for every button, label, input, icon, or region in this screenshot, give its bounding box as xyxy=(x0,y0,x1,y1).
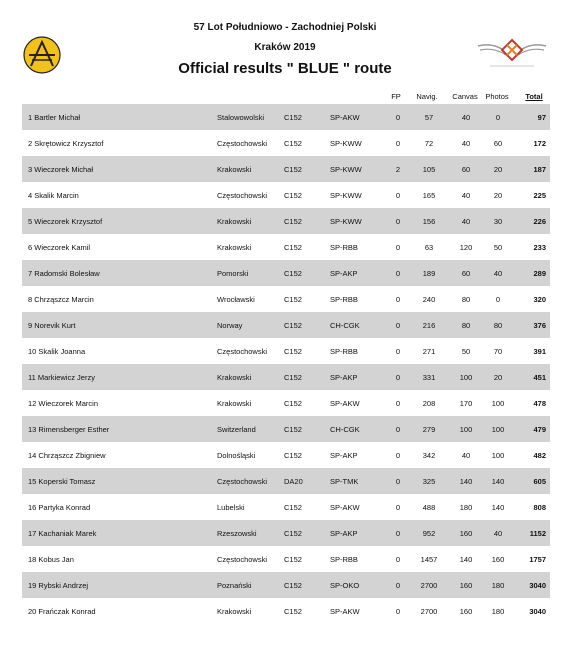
aircraft-type: C152 xyxy=(284,113,302,122)
photos-score: 100 xyxy=(491,399,505,408)
total-score: 391 xyxy=(533,347,546,356)
photos-score: 60 xyxy=(493,139,503,148)
navigation-score: 331 xyxy=(422,373,436,382)
fp-score: 0 xyxy=(395,269,401,278)
aircraft-registration: SP-KWW xyxy=(330,139,362,148)
result-row xyxy=(22,520,550,546)
aircraft-registration: SP-AKP xyxy=(330,529,358,538)
aircraft-registration: SP-TMK xyxy=(330,477,359,486)
result-row xyxy=(22,156,550,182)
navigation-score: 216 xyxy=(422,321,436,330)
aircraft-registration: SP-AKP xyxy=(330,269,358,278)
navigation-score: 105 xyxy=(422,165,436,174)
participant-name: 20 Frańczak Konrad xyxy=(28,607,96,616)
club-name: Dolnośląski xyxy=(217,451,256,460)
aircraft-registration: SP-RBB xyxy=(330,243,358,252)
total-score: 376 xyxy=(533,321,546,330)
fp-score: 0 xyxy=(395,347,401,356)
photos-score: 140 xyxy=(491,477,505,486)
fp-score: 0 xyxy=(395,581,401,590)
navigation-score: 2700 xyxy=(420,581,438,590)
canvas-score: 40 xyxy=(461,113,471,122)
canvas-score: 80 xyxy=(461,321,471,330)
aircraft-registration: SP-AKW xyxy=(330,607,360,616)
navigation-score: 63 xyxy=(424,243,434,252)
col-header-total: Total xyxy=(525,92,543,101)
canvas-score: 120 xyxy=(459,243,473,252)
aircraft-registration: SP-KWW xyxy=(330,191,362,200)
total-score: 233 xyxy=(533,243,546,252)
participant-name: 5 Wieczorek Krzysztof xyxy=(28,217,103,226)
aircraft-type: C152 xyxy=(284,217,302,226)
aircraft-type: C152 xyxy=(284,139,302,148)
total-score: 451 xyxy=(533,373,546,382)
navigation-score: 208 xyxy=(422,399,436,408)
participant-name: 14 Chrząszcz Zbigniew xyxy=(28,451,106,460)
club-name: Stalowowolski xyxy=(217,113,265,122)
navigation-score: 279 xyxy=(422,425,436,434)
aircraft-type: C152 xyxy=(284,503,302,512)
aircraft-type: C152 xyxy=(284,555,302,564)
club-name: Switzerland xyxy=(217,425,256,434)
total-score: 289 xyxy=(533,269,546,278)
aircraft-registration: SP-AKW xyxy=(330,399,360,408)
club-name: Krakowski xyxy=(217,243,252,252)
participant-name: 16 Partyka Konrad xyxy=(28,503,91,512)
canvas-score: 160 xyxy=(459,607,473,616)
result-row xyxy=(22,312,550,338)
canvas-score: 100 xyxy=(459,373,473,382)
total-score: 479 xyxy=(533,425,546,434)
aircraft-type: C152 xyxy=(284,321,302,330)
canvas-score: 40 xyxy=(461,139,471,148)
fp-score: 0 xyxy=(395,399,401,408)
photos-score: 100 xyxy=(491,425,505,434)
result-row xyxy=(22,598,550,624)
aircraft-registration: SP-RBB xyxy=(330,555,358,564)
photos-score: 100 xyxy=(491,451,505,460)
total-score: 482 xyxy=(533,451,546,460)
navigation-score: 156 xyxy=(422,217,436,226)
navigation-score: 165 xyxy=(422,191,436,200)
navigation-score: 342 xyxy=(422,451,436,460)
fp-score: 0 xyxy=(395,555,401,564)
col-header-photos: Photos xyxy=(485,92,509,101)
total-score: 226 xyxy=(533,217,546,226)
canvas-score: 80 xyxy=(461,295,471,304)
participant-name: 9 Norevik Kurt xyxy=(28,321,76,330)
fp-score: 0 xyxy=(395,295,401,304)
participant-name: 6 Wieczorek Kamil xyxy=(28,243,91,252)
navigation-score: 271 xyxy=(422,347,436,356)
result-row xyxy=(22,208,550,234)
participant-name: 3 Wieczorek Michał xyxy=(28,165,94,174)
photos-score: 20 xyxy=(493,373,503,382)
fp-score: 0 xyxy=(395,243,401,252)
aircraft-type: C152 xyxy=(284,373,302,382)
col-header-canvas: Canvas xyxy=(452,92,478,101)
fp-score: 0 xyxy=(395,191,401,200)
photos-score: 0 xyxy=(495,113,501,122)
event-title: 57 Lot Południowo - Zachodniej Polski xyxy=(193,22,377,33)
photos-score: 20 xyxy=(493,191,503,200)
result-row xyxy=(22,442,550,468)
photos-score: 0 xyxy=(495,295,501,304)
club-name: Częstochowski xyxy=(217,139,268,148)
participant-name: 19 Rybski Andrzej xyxy=(28,581,89,590)
participant-name: 15 Koperski Tomasz xyxy=(28,477,96,486)
canvas-score: 100 xyxy=(459,425,473,434)
total-score: 187 xyxy=(533,165,546,174)
club-name: Krakowski xyxy=(217,399,252,408)
place-year: Kraków 2019 xyxy=(254,42,316,53)
total-score: 3040 xyxy=(529,581,546,590)
aircraft-registration: SP-AKW xyxy=(330,113,360,122)
club-name: Lubelski xyxy=(217,503,245,512)
aircraft-type: C152 xyxy=(284,607,302,616)
canvas-score: 160 xyxy=(459,581,473,590)
aircraft-registration: CH-CGK xyxy=(330,425,360,434)
total-score: 605 xyxy=(533,477,546,486)
aircraft-registration: SP-AKP xyxy=(330,373,358,382)
aircraft-registration: SP-RBB xyxy=(330,347,358,356)
club-name: Wrocławski xyxy=(217,295,255,304)
total-score: 225 xyxy=(533,191,546,200)
aircraft-type: C152 xyxy=(284,399,302,408)
canvas-score: 40 xyxy=(461,217,471,226)
fp-score: 0 xyxy=(395,529,401,538)
participant-name: 10 Skalik Joanna xyxy=(28,347,86,356)
result-row xyxy=(22,286,550,312)
aircraft-type: C152 xyxy=(284,425,302,434)
page-title: Official results " BLUE " route xyxy=(178,60,392,77)
aircraft-type: C152 xyxy=(284,191,302,200)
canvas-score: 40 xyxy=(461,451,471,460)
navigation-score: 2700 xyxy=(420,607,438,616)
aircraft-type: C152 xyxy=(284,243,302,252)
total-score: 97 xyxy=(537,113,546,122)
photos-score: 30 xyxy=(493,217,503,226)
result-row xyxy=(22,416,550,442)
aircraft-registration: SP-RBB xyxy=(330,295,358,304)
result-row xyxy=(22,338,550,364)
photos-score: 180 xyxy=(491,581,505,590)
result-row xyxy=(22,130,550,156)
results-header xyxy=(0,0,570,90)
total-score: 172 xyxy=(533,139,546,148)
club-name: Częstochowski xyxy=(217,347,268,356)
result-row xyxy=(22,364,550,390)
canvas-score: 50 xyxy=(461,347,471,356)
aircraft-registration: SP-KWW xyxy=(330,165,362,174)
club-name: Pomorski xyxy=(217,269,249,278)
navigation-score: 240 xyxy=(422,295,436,304)
participant-name: 11 Markiewicz Jerzy xyxy=(28,373,95,382)
aircraft-registration: SP-AKW xyxy=(330,503,360,512)
canvas-score: 180 xyxy=(459,503,473,512)
fp-score: 0 xyxy=(395,321,401,330)
participant-name: 4 Skalik Marcin xyxy=(28,191,79,200)
canvas-score: 160 xyxy=(459,529,473,538)
participant-name: 17 Kachaniak Marek xyxy=(28,529,97,538)
canvas-score: 140 xyxy=(459,555,473,564)
club-name: Norway xyxy=(217,321,243,330)
total-score: 1757 xyxy=(529,555,546,564)
total-score: 808 xyxy=(533,503,546,512)
fp-score: 0 xyxy=(395,607,401,616)
aircraft-registration: SP-AKP xyxy=(330,451,358,460)
club-logo-left xyxy=(23,36,61,74)
photos-score: 160 xyxy=(491,555,505,564)
navigation-score: 952 xyxy=(422,529,436,538)
photos-score: 50 xyxy=(493,243,503,252)
participant-name: 1 Bartler Michał xyxy=(28,113,81,122)
fp-score: 0 xyxy=(395,425,401,434)
aircraft-registration: CH-CGK xyxy=(330,321,360,330)
canvas-score: 60 xyxy=(461,165,471,174)
navigation-score: 1457 xyxy=(420,555,438,564)
club-name: Rzeszowski xyxy=(217,529,257,538)
photos-score: 80 xyxy=(493,321,503,330)
col-header-navig: Navig. xyxy=(416,92,438,101)
club-name: Krakowski xyxy=(217,217,252,226)
fp-score: 0 xyxy=(395,139,401,148)
total-score: 320 xyxy=(533,295,546,304)
result-row xyxy=(22,182,550,208)
navigation-score: 57 xyxy=(424,113,434,122)
aircraft-type: C152 xyxy=(284,581,302,590)
fp-score: 2 xyxy=(395,165,401,174)
navigation-score: 325 xyxy=(422,477,436,486)
aircraft-type: C152 xyxy=(284,451,302,460)
canvas-score: 170 xyxy=(459,399,473,408)
navigation-score: 72 xyxy=(424,139,434,148)
col-header-fp: FP xyxy=(391,92,401,101)
result-row xyxy=(22,104,550,130)
aircraft-registration: SP-OKO xyxy=(330,581,360,590)
total-score: 478 xyxy=(533,399,546,408)
photos-score: 40 xyxy=(493,269,503,278)
total-score: 1152 xyxy=(529,529,546,538)
participant-name: 13 Rimensberger Esther xyxy=(28,425,110,434)
aeroklub-krakowski-logo xyxy=(476,36,548,72)
club-name: Krakowski xyxy=(217,165,252,174)
result-row xyxy=(22,260,550,286)
club-name: Poznański xyxy=(217,581,252,590)
participant-name: 8 Chrząszcz Marcin xyxy=(28,295,94,304)
participant-name: 7 Radomski Bolesław xyxy=(28,269,100,278)
result-row xyxy=(22,494,550,520)
navigation-score: 488 xyxy=(422,503,436,512)
aircraft-type: C152 xyxy=(284,529,302,538)
fp-score: 0 xyxy=(395,503,401,512)
aircraft-type: DA20 xyxy=(284,477,303,486)
result-row xyxy=(22,572,550,598)
club-name: Częstochowski xyxy=(217,477,268,486)
club-name: Krakowski xyxy=(217,373,252,382)
result-row xyxy=(22,390,550,416)
club-name: Krakowski xyxy=(217,607,252,616)
fp-score: 0 xyxy=(395,477,401,486)
fp-score: 0 xyxy=(395,217,401,226)
aircraft-type: C152 xyxy=(284,165,302,174)
canvas-score: 60 xyxy=(461,269,471,278)
photos-score: 40 xyxy=(493,529,503,538)
photos-score: 20 xyxy=(493,165,503,174)
participant-name: 12 Wieczorek Marcin xyxy=(28,399,99,408)
result-row xyxy=(22,234,550,260)
photos-score: 180 xyxy=(491,607,505,616)
participant-name: 2 Skrętowicz Krzysztof xyxy=(28,139,104,148)
result-row xyxy=(22,546,550,572)
aircraft-type: C152 xyxy=(284,295,302,304)
navigation-score: 189 xyxy=(422,269,436,278)
canvas-score: 40 xyxy=(461,191,471,200)
total-score: 3040 xyxy=(529,607,546,616)
canvas-score: 140 xyxy=(459,477,473,486)
result-row xyxy=(22,468,550,494)
aircraft-registration: SP-KWW xyxy=(330,217,362,226)
club-name: Częstochowski xyxy=(217,555,268,564)
fp-score: 0 xyxy=(395,113,401,122)
fp-score: 0 xyxy=(395,451,401,460)
aircraft-type: C152 xyxy=(284,269,302,278)
photos-score: 70 xyxy=(493,347,503,356)
fp-score: 0 xyxy=(395,373,401,382)
club-name: Częstochowski xyxy=(217,191,268,200)
aircraft-type: C152 xyxy=(284,347,302,356)
photos-score: 140 xyxy=(491,503,505,512)
participant-name: 18 Kobus Jan xyxy=(28,555,74,564)
